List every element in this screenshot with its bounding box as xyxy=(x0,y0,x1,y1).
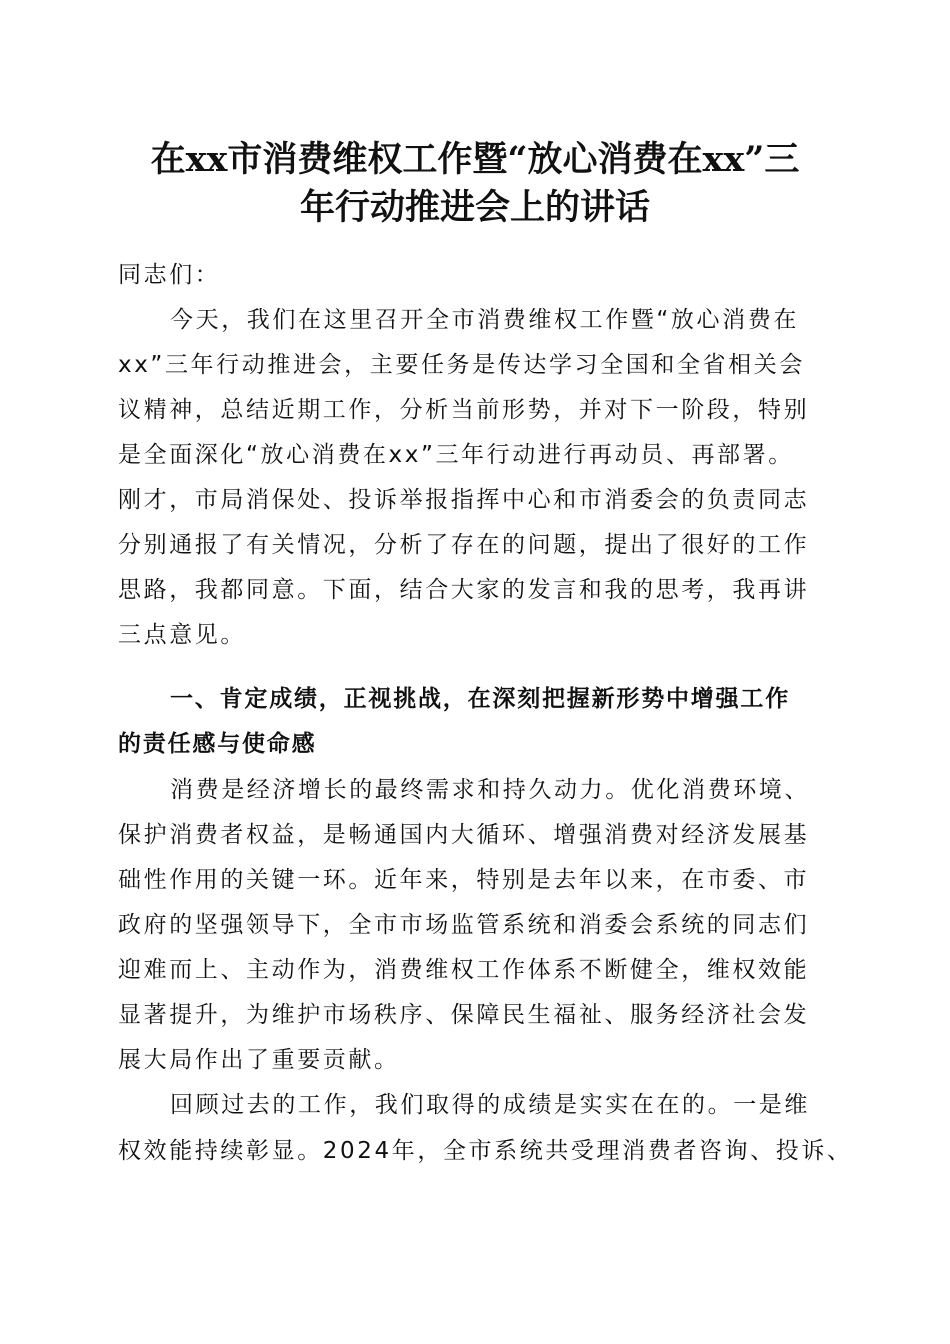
paragraph-line: 思路，我都同意。下面，结合大家的发言和我的思考，我再讲 xyxy=(118,577,810,603)
title-line-1: 在xx市消费维权工作暨“放心消费在xx”三 xyxy=(150,139,800,180)
paragraph-line: xx”三年行动推进会，主要任务是传达学习全国和全省相关会 xyxy=(118,352,805,378)
paragraph-line: 础性作用的关键一环。近年来，特别是去年以来，在市委、市 xyxy=(118,867,810,893)
paragraph-line: 消费是经济增长的最终需求和持久动力。优化消费环境、 xyxy=(170,777,810,803)
paragraph-line: 是全面深化“放心消费在xx”三年行动进行再动员、再部署。 xyxy=(118,442,794,468)
salutation: 同志们： xyxy=(118,262,221,288)
paragraph-line: 政府的坚强领导下，全市市场监管系统和消委会系统的同志们 xyxy=(118,912,810,938)
paragraph-line: 回顾过去的工作，我们取得的成绩是实实在在的。一是维 xyxy=(170,1092,810,1118)
title-line-2: 年行动推进会上的讲话 xyxy=(299,187,650,228)
paragraph-line: 刚才，市局消保处、投诉举报指挥中心和市消委会的负责同志 xyxy=(118,487,810,513)
paragraph-line: 三点意见。 xyxy=(118,622,246,648)
paragraph-line: 分别通报了有关情况，分析了存在的问题，提出了很好的工作 xyxy=(118,532,810,558)
paragraph-line: 迎难而上、主动作为，消费维权工作体系不断健全，维权效能 xyxy=(118,957,810,983)
paragraph-line: 议精神，总结近期工作，分析当前形势，并对下一阶段，特别 xyxy=(118,397,810,423)
paragraph-line: 显著提升，为维护市场秩序、保障民生福祉、服务经济社会发 xyxy=(118,1002,810,1028)
paragraph-line: 今天，我们在这里召开全市消费维权工作暨“放心消费在 xyxy=(170,307,799,333)
paragraph-line: 保护消费者权益，是畅通国内大循环、增强消费对经济发展基 xyxy=(118,822,810,848)
section-heading-line: 一、肯定成绩，正视挑战，在深刻把握新形势中增强工作 xyxy=(170,686,790,712)
paragraph-line: 展大局作出了重要贡献。 xyxy=(118,1047,400,1073)
section-heading-line: 的责任感与使命感 xyxy=(118,731,317,757)
paragraph-line: 权效能持续彰显。2024年，全市系统共受理消费者咨询、投诉、 xyxy=(118,1138,853,1164)
speech-title xyxy=(110,136,840,232)
